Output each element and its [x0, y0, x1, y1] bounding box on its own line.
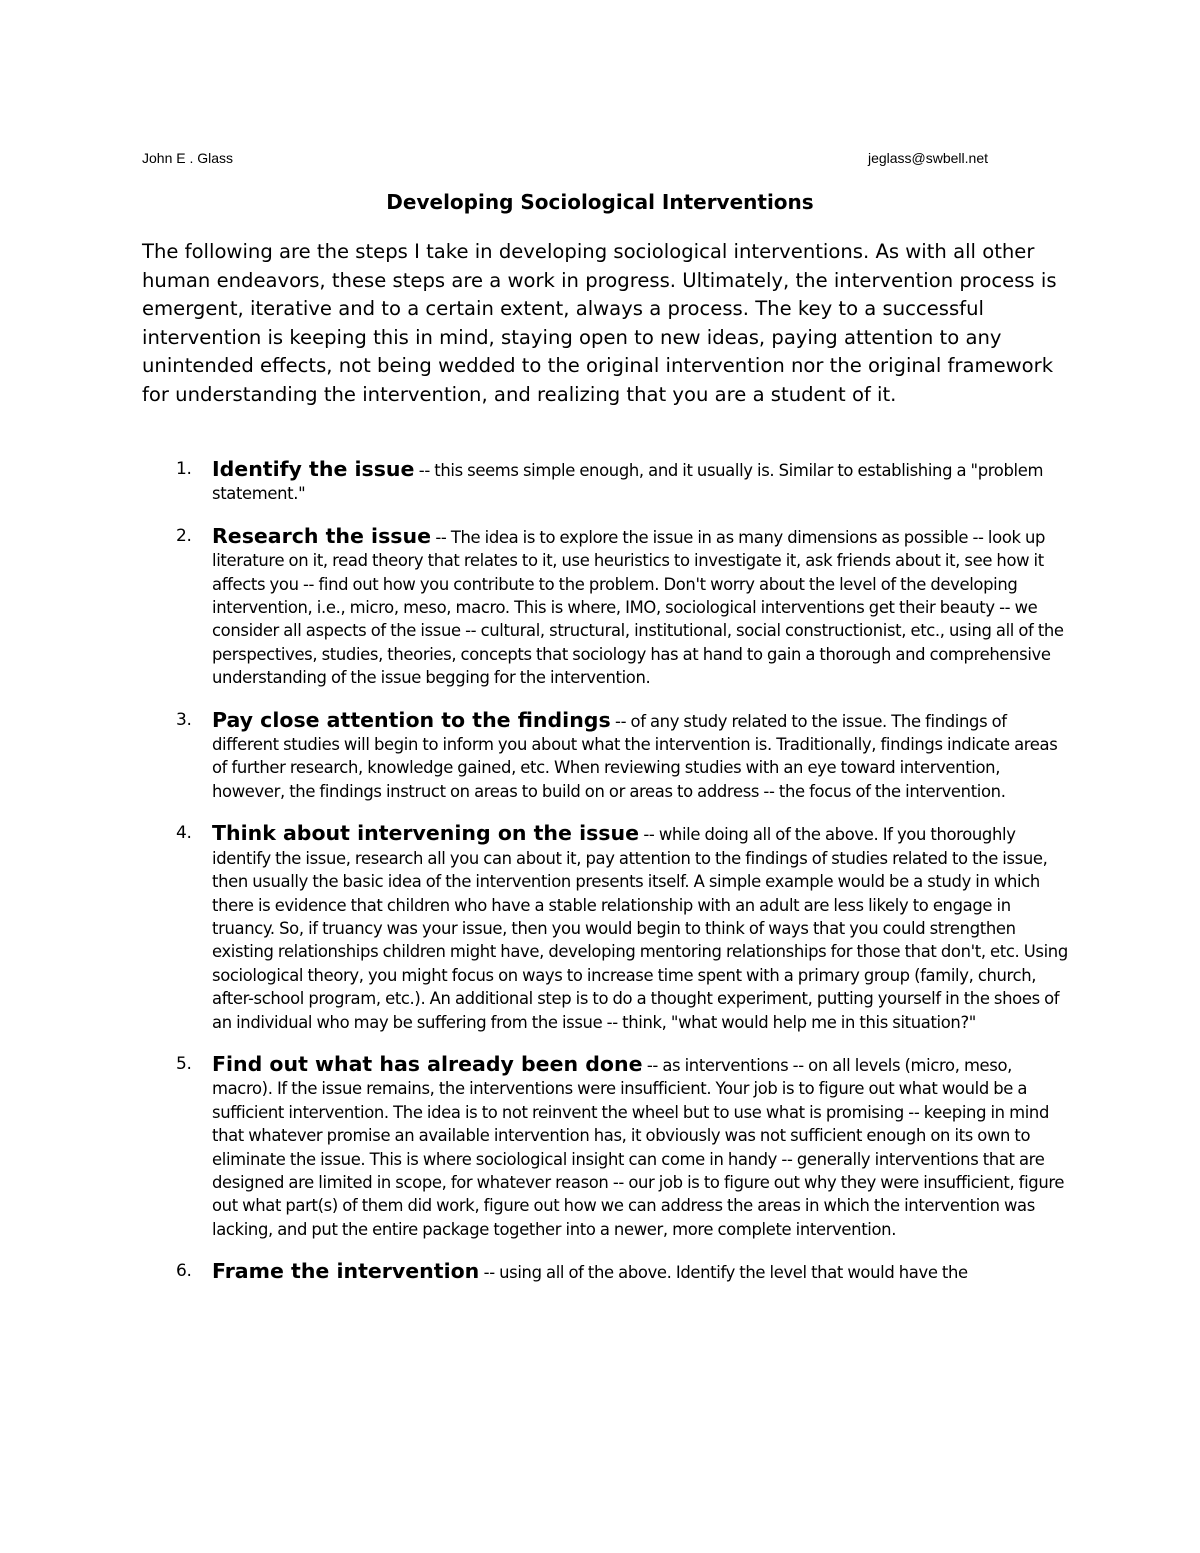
- author-name: John E . Glass: [142, 150, 234, 166]
- step-body: -- of any study related to the issue. The findings of different studies will begin to inform you about what the intervention is. Traditionally, findings indicate areas of further research, knowledge gained, etc. When reviewing studies with an eye toward intervention, however, the findings instruct on areas to build on or areas to address -- the focus of the intervention.: [212, 711, 1058, 801]
- step-body: -- using all of the above. Identify the level that would have the: [479, 1263, 968, 1283]
- step-item: [142, 822, 1072, 1034]
- step-item: [142, 1260, 1072, 1284]
- document-header: [142, 150, 988, 170]
- step-item: [142, 1053, 1072, 1241]
- step-number: 3.: [176, 709, 192, 730]
- step-body: -- while doing all of the above. If you thoroughly identify the issue, research all you can about it, pay attention to the findings of studies related to the issue, then usually the basic idea of the intervention presents itself. A simple example would be a study in which there is evidence that children who have a stable relationship with an adult are less likely to engage in truancy. So, if truancy was your issue, then you would begin to think of ways that you could strengthen existing relationships children might have, developing mentoring relationships for those that don't, etc. Using sociological theory, you might focus on ways to increase time spent with a primary group (family, church, after-school program, etc.). An additional step is to do a thought experiment, putting yourself in the shoes of an individual who may be suffering from the issue -- think, "what would help me in this situation?": [212, 825, 1068, 1032]
- step-heading: Research the issue: [212, 523, 431, 548]
- steps-list: [142, 458, 1072, 1304]
- step-number: 6.: [176, 1261, 192, 1282]
- step-item: [142, 525, 1072, 690]
- step-number: 1.: [176, 459, 192, 479]
- step-heading: Think about intervening on the issue: [212, 821, 639, 846]
- step-heading: Frame the intervention: [212, 1259, 480, 1284]
- step-body: -- as interventions -- on all levels (micro, meso, macro). If the issue remains, the interventions were insufficient. Your job is to figure out what would be a sufficient intervention. The idea is to not reinvent the wheel but to use what is promising -- keeping in mind that whatever promise an available intervention has, it obviously was not sufficient enough on its own to eliminate the issue. This is where sociological insight can come in handy -- generally interventions that are designed are limited in scope, for whatever reason -- our job is to figure out why they were insufficient, figure out what part(s) of them did work, figure out how we can address the areas in which the intervention was lacking, and put the entire package together into a newer, more complete intervention.: [212, 1055, 1065, 1239]
- intro-paragraph: The following are the steps I take in developing sociological interventions. As with all other human endeavors, these steps are a work in progress. Ultimately, the intervention process is emergent, iterative and to a certain extent, always a process. The key to a successful intervention is keeping this in mind, staying open to new ideas, paying attention to any unintended effects, not being wedded to the original intervention nor the original framework for understanding the intervention, and realizing that you are a student of it.: [142, 240, 1057, 406]
- step-item: [142, 458, 1072, 506]
- step-heading: Find out what has already been done: [212, 1051, 643, 1076]
- step-body: -- The idea is to explore the issue in as many dimensions as possible -- look up literature on it, read theory that relates to it, use heuristics to investigate it, ask friends about it, see how it affects you -- find out how you contribute to the problem. Don't worry about the level of the developing intervention, i.e., micro, meso, macro. This is where, IMO, sociological interventions get their beauty -- we consider all aspects of the issue -- cultural, structural, institutional, social constructionist, etc., using all of the perspectives, studies, theories, concepts that sociology has at hand to gain a thorough and comprehensive understanding of the issue begging for the intervention.: [212, 527, 1064, 688]
- step-number: 5.: [176, 1053, 192, 1074]
- author-email: jeglass@swbell.net: [867, 150, 988, 166]
- step-heading: Pay close attention to the findings: [212, 707, 611, 732]
- step-number: 2.: [176, 525, 192, 546]
- step-body: -- this seems simple enough, and it usually is. Similar to establishing a "problem statement.": [212, 461, 1044, 504]
- step-number: 4.: [176, 823, 192, 844]
- step-item: [142, 709, 1072, 804]
- step-heading: Identify the issue: [212, 457, 415, 481]
- document-title: Developing Sociological Interventions: [386, 190, 814, 214]
